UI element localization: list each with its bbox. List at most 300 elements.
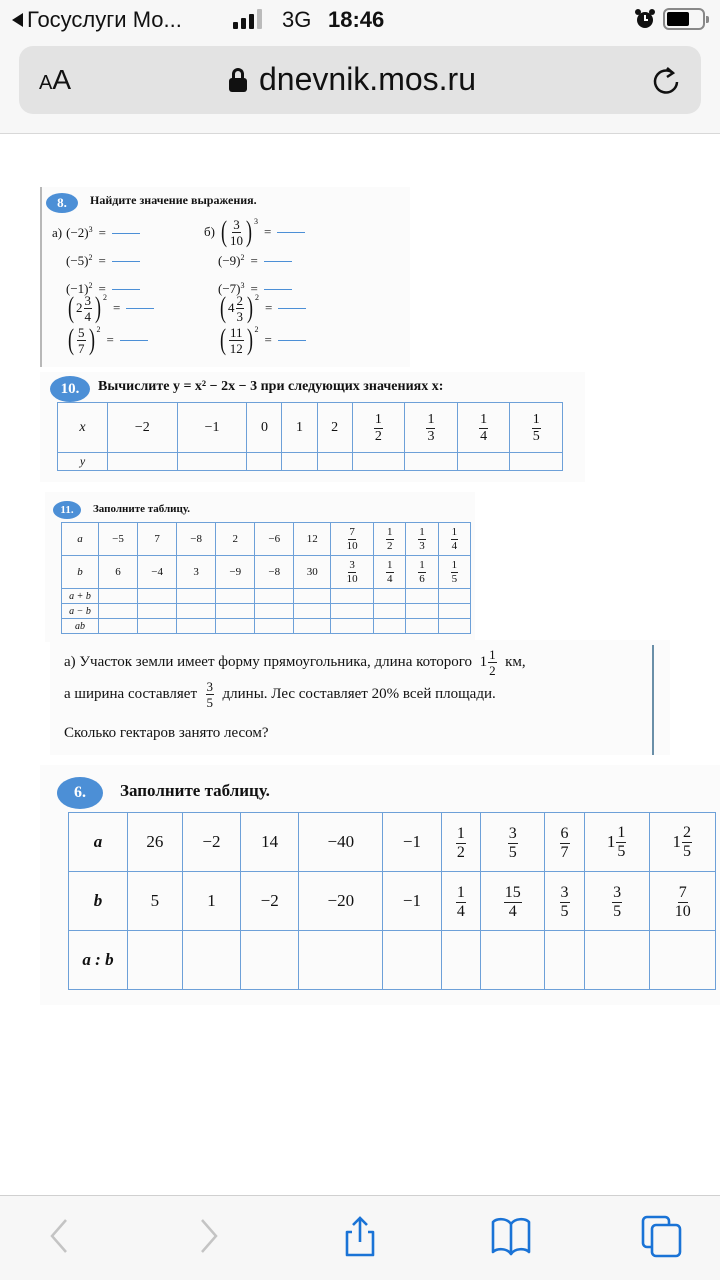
denominator: 5 [560, 903, 569, 920]
sum-answer-cell[interactable] [255, 589, 294, 604]
numerator: 1 [374, 411, 382, 427]
difference-answer-cell[interactable] [406, 604, 438, 619]
a-value-cell [216, 523, 255, 556]
x-value-cell [247, 403, 282, 453]
expression [218, 253, 292, 269]
exercise-number-badge: 6. [57, 777, 103, 809]
fraction [675, 885, 691, 920]
denominator: 2 [456, 844, 465, 861]
network-type: 3G [282, 7, 312, 32]
denominator: 4 [508, 903, 517, 920]
x-value-cell [282, 403, 317, 453]
fraction [84, 294, 93, 323]
expression [66, 293, 154, 323]
a-value-cell [406, 523, 438, 556]
denominator: 5 [617, 842, 626, 860]
quotient-answer-cell[interactable] [383, 931, 441, 990]
number-value: −5 [112, 533, 124, 545]
numerator: 2 [236, 292, 243, 308]
quotient-answer-cell[interactable] [481, 931, 545, 990]
y-answer-cell[interactable] [247, 453, 282, 471]
fraction [508, 826, 518, 861]
equals-sign: = [265, 300, 273, 315]
whole-part: 1 [672, 832, 681, 851]
number-value: 5 [150, 891, 160, 910]
product-answer-cell[interactable] [438, 619, 470, 634]
fraction [236, 294, 245, 323]
b-value-cell [255, 556, 294, 589]
a-value-cell [294, 523, 331, 556]
numerator: 1 [480, 411, 488, 427]
exercise-6 [40, 765, 720, 1005]
row-header-product: ab [62, 619, 99, 634]
fraction [504, 885, 522, 920]
fraction [456, 885, 466, 920]
page-content [0, 135, 720, 1195]
b-value-cell [294, 556, 331, 589]
difference-answer-cell[interactable] [216, 604, 255, 619]
row-header-a: a [69, 813, 128, 872]
product-answer-cell[interactable] [331, 619, 374, 634]
power-base: (−5) [66, 253, 89, 268]
b-value-cell [138, 556, 177, 589]
exponent: 2 [103, 293, 107, 302]
numerator: 5 [78, 324, 85, 340]
denominator: 4 [480, 428, 488, 444]
numerator: 1 [387, 526, 393, 538]
numerator: 3 [349, 559, 355, 571]
open-paren: ( [68, 323, 74, 356]
address-bar[interactable] [19, 46, 701, 114]
row-header-sum: a + b [62, 589, 99, 604]
denominator: 2 [387, 540, 393, 552]
quotient-answer-cell[interactable] [128, 931, 183, 990]
a-value-cell [128, 813, 183, 872]
fraction [532, 413, 541, 444]
b-value-cell [128, 872, 183, 931]
difference-answer-cell[interactable] [138, 604, 177, 619]
division-table [68, 812, 716, 990]
power-base: (−2) [66, 225, 89, 240]
quotient-answer-cell[interactable] [241, 931, 299, 990]
numerator: 15 [504, 884, 521, 901]
quotient-answer-cell[interactable] [545, 931, 585, 990]
fraction-value [373, 413, 384, 444]
expression [66, 325, 148, 355]
sum-answer-cell[interactable] [138, 589, 177, 604]
number-value: 2 [331, 419, 339, 435]
denominator: 5 [451, 573, 458, 585]
number-value: 30 [306, 566, 318, 578]
row-header-y: y [58, 453, 108, 471]
share-icon[interactable] [338, 1214, 382, 1258]
a-value-cell [481, 813, 545, 872]
close-paren: ) [246, 323, 253, 356]
equals-sign: = [113, 300, 121, 315]
sum-answer-cell[interactable] [177, 589, 216, 604]
equals-sign: = [98, 253, 106, 268]
answer-blank[interactable] [264, 289, 292, 290]
exercise-11 [45, 492, 475, 642]
expression [218, 293, 306, 323]
difference-answer-cell[interactable] [294, 604, 331, 619]
status-bar [0, 0, 720, 40]
tabs-icon[interactable] [640, 1214, 684, 1258]
equals-sign: = [106, 332, 114, 347]
fraction-value [611, 885, 623, 920]
numerator: 1 [419, 559, 425, 571]
close-paren: ) [247, 291, 253, 324]
row-header-b: b [69, 872, 128, 931]
x-value-cell [108, 403, 178, 453]
mixed-whole: 1 [479, 654, 488, 670]
sum-answer-cell[interactable] [216, 589, 255, 604]
b-value-cell [241, 872, 299, 931]
battery-icon [663, 8, 705, 30]
fraction-value [559, 885, 571, 920]
unit: км, [505, 654, 526, 670]
numerator: 3 [508, 825, 517, 842]
row-header-x: x [58, 403, 108, 453]
product-answer-cell[interactable] [216, 619, 255, 634]
b-value-cell [216, 556, 255, 589]
part-label: а) [52, 225, 63, 240]
product-answer-cell[interactable] [177, 619, 216, 634]
numerator: 6 [560, 825, 569, 842]
denominator: 4 [387, 573, 393, 585]
equals-sign: = [263, 224, 272, 239]
row-header-a: a [62, 523, 99, 556]
a-value-cell [584, 813, 650, 872]
numerator: 3 [613, 884, 622, 901]
fraction-value [455, 885, 467, 920]
whole-part: 2 [76, 300, 83, 315]
denominator: 7 [78, 340, 85, 356]
exercise-8 [40, 187, 410, 367]
open-paren: ( [68, 291, 74, 324]
y-answer-cell[interactable] [352, 453, 405, 471]
numerator: 1 [451, 559, 458, 571]
exponent: 2 [96, 325, 101, 334]
y-answer-cell[interactable] [405, 453, 458, 471]
sum-answer-cell[interactable] [374, 589, 406, 604]
equals-sign: = [250, 253, 258, 268]
exercise-title: Заполните таблицу. [93, 503, 190, 515]
fraction-value [346, 560, 359, 585]
quotient-answer-cell[interactable] [650, 931, 716, 990]
number-value: −2 [202, 832, 221, 851]
numerator: 1 [387, 559, 393, 571]
a-value-cell [99, 523, 138, 556]
denominator: 4 [84, 308, 91, 324]
product-answer-cell[interactable] [255, 619, 294, 634]
whole-part: 4 [228, 300, 235, 315]
fraction [426, 413, 435, 444]
exponent: 2 [254, 325, 259, 334]
back-to-app-button[interactable] [12, 7, 182, 33]
exercise-10 [40, 372, 585, 482]
exercise-title: Найдите значение выражения. [90, 193, 257, 207]
product-answer-cell[interactable] [99, 619, 138, 634]
numerator: 3 [233, 216, 240, 232]
sum-answer-cell[interactable] [294, 589, 331, 604]
alarm-icon [634, 8, 656, 30]
number-value: 12 [306, 533, 318, 545]
a-value-cell [650, 813, 716, 872]
x-value-cell [510, 403, 563, 453]
expression [218, 325, 306, 355]
number-value: −2 [134, 419, 150, 435]
b-value-cell [481, 872, 545, 931]
fraction [374, 413, 383, 444]
fraction [451, 560, 459, 585]
quotient-answer-cell[interactable] [584, 931, 650, 990]
fraction-value [559, 826, 571, 861]
text-size-large: A [52, 64, 72, 95]
power-base: (−7) [218, 281, 241, 296]
difference-answer-cell[interactable] [99, 604, 138, 619]
expression [66, 253, 140, 269]
x-value-cell [352, 403, 405, 453]
exponent: 3 [240, 281, 245, 290]
denominator: 3 [427, 428, 435, 444]
exponent: 3 [88, 225, 93, 234]
answer-blank[interactable] [278, 340, 306, 341]
fraction [418, 527, 426, 552]
a-value-cell [545, 813, 585, 872]
b-value-cell [383, 872, 441, 931]
power-base: (−1) [66, 281, 89, 296]
sum-answer-cell[interactable] [406, 589, 438, 604]
exponent: 2 [88, 253, 93, 262]
numerator: 3 [84, 292, 91, 308]
fraction [77, 326, 86, 355]
denominator: 3 [236, 308, 243, 324]
fraction [347, 560, 358, 585]
equals-sign: = [98, 281, 106, 296]
a-value-cell [182, 813, 240, 872]
problem-text: а ширина составляет [64, 686, 198, 702]
exercise-title: Вычислите y = x² − 2x − 3 при следующих значениях x: [98, 379, 444, 394]
number-value: −8 [190, 533, 203, 545]
a-value-cell [331, 523, 374, 556]
quotient-answer-cell[interactable] [182, 931, 240, 990]
numerator: 1 [617, 823, 626, 841]
book-icon[interactable] [489, 1214, 533, 1258]
fraction: $\frac{3}{5}$ [206, 679, 214, 710]
denominator: 5 [613, 903, 622, 920]
b-value-cell [441, 872, 481, 931]
fraction-value [672, 825, 693, 860]
fraction: $\frac{1}{2}$ [489, 647, 496, 678]
fraction-value [417, 527, 427, 552]
numerator: 7 [678, 884, 687, 901]
number-value: −8 [268, 566, 281, 578]
part-label: б) [204, 224, 215, 239]
a-value-cell [241, 813, 299, 872]
a-value-cell [438, 523, 470, 556]
whole-part: 1 [606, 832, 616, 851]
denominator: 5 [682, 842, 691, 860]
x-value-cell [405, 403, 458, 453]
exercise-number-badge: 11. [53, 501, 81, 519]
answer-blank[interactable] [264, 261, 292, 262]
number-value: 14 [261, 832, 279, 851]
close-paren: ) [95, 291, 101, 324]
problem-text: длины. Лес составляет 20% всей площади. [222, 686, 496, 702]
denominator: 4 [451, 540, 458, 552]
chevron-left-icon[interactable] [38, 1214, 82, 1258]
signal-strength-icon [233, 9, 262, 29]
browser-top-bar [0, 40, 720, 134]
answer-blank[interactable] [278, 308, 306, 309]
fraction [386, 527, 394, 552]
answer-blank[interactable] [277, 232, 305, 233]
b-value-cell [99, 556, 138, 589]
product-answer-cell[interactable] [294, 619, 331, 634]
number-value: 3 [193, 566, 199, 578]
denominator: 7 [560, 844, 569, 861]
row-header-difference: a − b [62, 604, 99, 619]
b-value-cell [374, 556, 406, 589]
number-value: 6 [115, 566, 121, 578]
numerator: 7 [349, 526, 355, 538]
number-value: −2 [260, 891, 279, 910]
b-value-cell [331, 556, 374, 589]
y-answer-cell[interactable] [108, 453, 178, 471]
quotient-answer-cell[interactable] [441, 931, 481, 990]
denominator: 10 [346, 540, 358, 552]
answer-blank[interactable] [120, 340, 148, 341]
answer-blank[interactable] [112, 289, 140, 290]
fraction-value [425, 413, 436, 444]
number-value: 26 [146, 832, 164, 851]
answer-blank[interactable] [112, 261, 140, 262]
y-answer-cell[interactable] [177, 453, 247, 471]
chevron-right-icon[interactable] [186, 1214, 230, 1258]
fraction [451, 527, 459, 552]
text-size-small: A [39, 72, 53, 94]
reload-icon[interactable] [649, 64, 683, 98]
b-value-cell [438, 556, 470, 589]
product-answer-cell[interactable] [406, 619, 438, 634]
difference-answer-cell[interactable] [255, 604, 294, 619]
a-value-cell [383, 813, 441, 872]
problem-text: а) Участок земли имеет форму прямоугольника, длина которого [64, 654, 473, 670]
exponent: 2 [88, 281, 93, 290]
numerator: 1 [427, 411, 435, 427]
b-value-cell [584, 872, 650, 931]
b-value-cell [177, 556, 216, 589]
fraction-value [385, 560, 395, 585]
lock-icon [229, 68, 247, 92]
difference-answer-cell[interactable] [438, 604, 470, 619]
sum-answer-cell[interactable] [99, 589, 138, 604]
exercise-number-badge: 8. [46, 193, 78, 213]
fraction-value [531, 413, 542, 444]
quotient-answer-cell[interactable] [299, 931, 383, 990]
number-value: −6 [268, 533, 281, 545]
difference-answer-cell[interactable] [177, 604, 216, 619]
exercise-title: Заполните таблицу. [120, 781, 270, 800]
text-size-button[interactable] [39, 64, 71, 96]
fraction-value [503, 885, 523, 920]
y-answer-cell[interactable] [457, 453, 510, 471]
a-value-cell [299, 813, 383, 872]
clock: 18:46 [328, 7, 385, 32]
exponent: 3 [253, 217, 258, 226]
product-answer-cell[interactable] [374, 619, 406, 634]
word-problem [50, 640, 670, 755]
denominator: 4 [456, 903, 465, 920]
row-header-quotient: a : b [69, 931, 128, 990]
b-value-cell [182, 872, 240, 931]
back-arrow-icon [12, 13, 23, 27]
y-answer-cell[interactable] [317, 453, 352, 471]
a-value-cell [177, 523, 216, 556]
x-value-cell [177, 403, 247, 453]
row-header-b: b [62, 556, 99, 589]
answer-blank[interactable] [126, 308, 154, 309]
exponent: 2 [240, 253, 245, 262]
product-answer-cell[interactable] [138, 619, 177, 634]
fraction-value [507, 826, 519, 861]
answer-blank[interactable] [112, 233, 140, 234]
difference-answer-cell[interactable] [374, 604, 406, 619]
numerator: 11 [230, 324, 243, 340]
fraction [229, 326, 244, 355]
xy-table [57, 402, 563, 471]
b-value-cell [406, 556, 438, 589]
exponent: 2 [255, 293, 259, 302]
denominator: 3 [419, 540, 425, 552]
fraction [479, 413, 488, 444]
fraction-value [385, 527, 395, 552]
difference-answer-cell[interactable] [331, 604, 374, 619]
number-value: 0 [260, 419, 268, 435]
margin-line [652, 645, 654, 755]
denominator: 10 [229, 232, 243, 248]
fraction-value [674, 885, 692, 920]
number-value: 2 [232, 533, 238, 545]
b-value-cell [299, 872, 383, 931]
problem-line-1 [64, 648, 526, 677]
fraction [347, 527, 358, 552]
sum-answer-cell[interactable] [438, 589, 470, 604]
fraction [418, 560, 426, 585]
y-answer-cell[interactable] [510, 453, 563, 471]
y-answer-cell[interactable] [282, 453, 317, 471]
url-text: dnevnik.mos.ru [259, 61, 476, 97]
sum-answer-cell[interactable] [331, 589, 374, 604]
browser-bottom-toolbar [0, 1195, 720, 1280]
fraction [682, 825, 692, 860]
open-paren: ( [220, 291, 226, 324]
a-value-cell [374, 523, 406, 556]
url-display[interactable] [229, 61, 476, 98]
denominator: 5 [508, 844, 517, 861]
fraction-value [450, 560, 460, 585]
a-value-cell [441, 813, 481, 872]
fraction-value [450, 527, 460, 552]
denominator: 10 [674, 903, 691, 920]
number-value: −1 [402, 832, 422, 851]
number-value: −1 [402, 891, 422, 910]
problem-line-3: Сколько гектаров занято лесом? [64, 725, 269, 741]
fraction [560, 826, 570, 861]
close-paren: ) [88, 323, 95, 356]
numerator: 3 [560, 884, 569, 901]
